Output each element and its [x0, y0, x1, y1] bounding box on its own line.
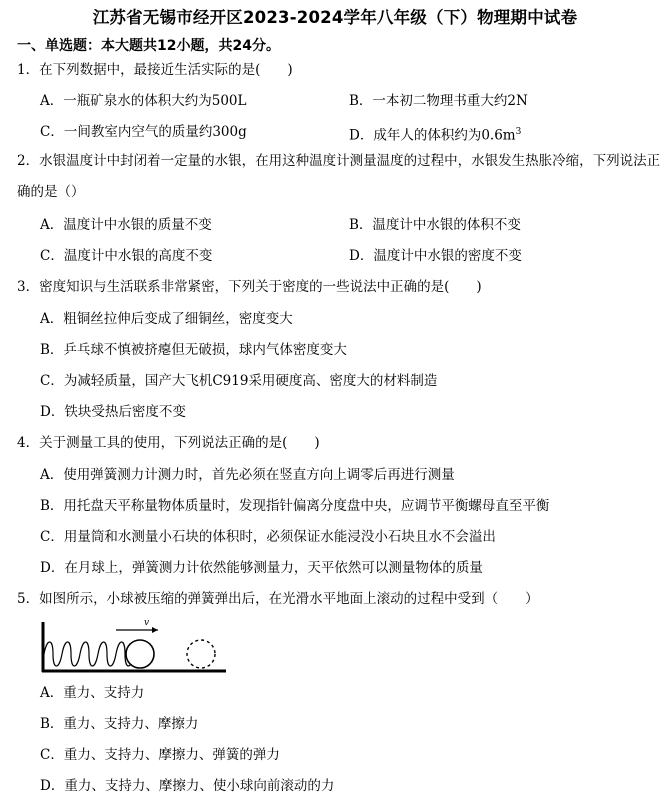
option-d: D．重力、支持力、摩擦力、使小球向前滚动的力 [40, 778, 335, 794]
dashed-ball [187, 640, 215, 668]
option-c: C．温度计中水银的高度不变 [40, 248, 213, 264]
option-d: D．铁块受热后密度不变 [40, 404, 186, 420]
option-d: D．温度计中水银的密度不变 [349, 248, 522, 264]
option-d [349, 123, 521, 145]
option-a: A．粗铜丝拉伸后变成了细铜丝，密度变大 [40, 311, 293, 327]
exam-title: 江苏省无锡市经开区2023-2024学年八年级（下）物理期中试卷 [92, 8, 578, 27]
option-d-text: D．成年人的体积约为0.6m [349, 127, 516, 144]
option-c: C．重力、支持力、摩擦力、弹簧的弹力 [40, 747, 280, 763]
ball [126, 640, 154, 668]
question-stem: 如图所示，小球被压缩的弹簧弹出后，在光滑水平地面上滚动的过程中受到（ ） [39, 591, 539, 607]
question-stem: 关于测量工具的使用，下列说法正确的是( ) [39, 435, 320, 451]
option-a: A．温度计中水银的质量不变 [40, 217, 212, 233]
question-stem: 水银温度计中封闭着一定量的水银，在用这种温度计测量温度的过程中，水银发生热胀冷缩，下列说法正确的是（） [17, 153, 661, 200]
question-number: 2． [17, 153, 40, 169]
question-stem: 在下列数据中，最接近生活实际的是( ) [39, 62, 293, 78]
question-number: 4． [17, 435, 40, 451]
option-b: B．温度计中水银的体积不变 [349, 217, 521, 233]
option-a: A．重力、支持力 [40, 685, 145, 701]
velocity-label: v [144, 618, 150, 628]
option-b: B．用托盘天平称量物体质量时，发现指针偏离分度盘中央，应调节平衡螺母直至平衡 [40, 498, 550, 514]
question-2 [17, 146, 662, 208]
question-stem: 密度知识与生活联系非常紧密，下列关于密度的一些说法中正确的是( ) [39, 279, 482, 295]
option-b: B．重力、支持力、摩擦力 [40, 716, 199, 732]
question-3 [17, 278, 482, 296]
option-b: B．一本初二物理书重大约2N [349, 93, 528, 109]
option-a: A．一瓶矿泉水的体积大约为500L [40, 93, 247, 109]
option-c: C．用量筒和水测量小石块的体积时，必须保证水能浸没小石块且水不会溢出 [40, 529, 496, 545]
question-1 [17, 61, 293, 79]
question-number: 5． [17, 591, 40, 607]
question-4 [17, 434, 320, 452]
option-d-superscript: 3 [515, 127, 522, 137]
option-c: C．为减轻质量，国产大飞机C919采用硬度高、密度大的材料制造 [40, 373, 438, 389]
option-d: D．在月球上，弹簧测力计依然能够测量力，天平依然可以测量物体的质量 [40, 560, 483, 576]
option-a: A．使用弹簧测力计测力时，首先必须在竖直方向上调零后再进行测量 [40, 467, 455, 483]
option-b: B．乒乓球不慎被挤瘪但无破损，球内气体密度变大 [40, 342, 347, 358]
question-5 [17, 590, 539, 608]
spring-ball-figure [40, 616, 230, 678]
section-heading: 一、单选题：本大题共12小题，共24分。 [17, 38, 280, 54]
option-c: C．一间教室内空气的质量约300g [40, 124, 247, 140]
velocity-arrow-head [152, 627, 158, 633]
question-number: 3． [17, 279, 40, 295]
question-number: 1． [17, 62, 40, 78]
